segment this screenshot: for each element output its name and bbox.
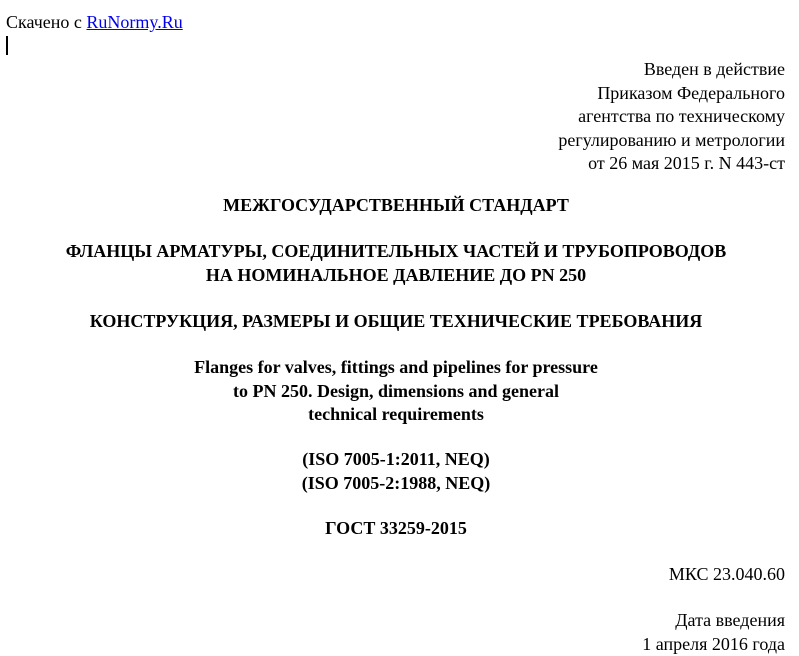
- enactment-line: от 26 мая 2015 г. N 443-ст: [558, 152, 785, 176]
- title-ru-line: ФЛАНЦЫ АРМАТУРЫ, СОЕДИНИТЕЛЬНЫХ ЧАСТЕЙ И ТРУБОПРОВОДОВ: [0, 240, 792, 264]
- iso-references: [0, 448, 792, 495]
- source-prefix: Скачено с: [6, 12, 86, 32]
- standard-type-text: МЕЖГОСУДАРСТВЕННЫЙ СТАНДАРТ: [0, 194, 792, 218]
- title-en-line: Flanges for valves, fittings and pipelines for pressure: [0, 356, 792, 380]
- standard-type: [0, 194, 792, 218]
- mks-code-text: МКС 23.040.60: [669, 563, 785, 587]
- subtitle-ru: [0, 310, 792, 334]
- title-en-line: to PN 250. Design, dimensions and general: [0, 380, 792, 404]
- effective-date-label: Дата введения: [642, 609, 785, 633]
- enactment-line: Введен в действие: [558, 58, 785, 82]
- enactment-line: регулированию и метрологии: [558, 129, 785, 153]
- iso-ref: (ISO 7005-2:1988, NEQ): [0, 472, 792, 496]
- title-ru-line: НА НОМИНАЛЬНОЕ ДАВЛЕНИЕ ДО PN 250: [0, 264, 792, 288]
- iso-ref: (ISO 7005-1:2011, NEQ): [0, 448, 792, 472]
- effective-date-value: 1 апреля 2016 года: [642, 633, 785, 656]
- text-cursor: [6, 36, 8, 55]
- title-ru: [0, 240, 792, 287]
- enactment-block: [558, 58, 785, 176]
- gost-number: [0, 517, 792, 541]
- runormy-link[interactable]: RuNormy.Ru: [86, 12, 182, 32]
- enactment-line: агентства по техническому: [558, 105, 785, 129]
- source-line: [6, 11, 183, 33]
- gost-number-text: ГОСТ 33259-2015: [0, 517, 792, 541]
- title-en: [0, 356, 792, 427]
- mks-code: [669, 563, 785, 587]
- enactment-line: Приказом Федерального: [558, 82, 785, 106]
- title-en-line: technical requirements: [0, 403, 792, 427]
- effective-date: [642, 609, 785, 656]
- subtitle-ru-text: КОНСТРУКЦИЯ, РАЗМЕРЫ И ОБЩИЕ ТЕХНИЧЕСКИЕ ТРЕБОВАНИЯ: [0, 310, 792, 334]
